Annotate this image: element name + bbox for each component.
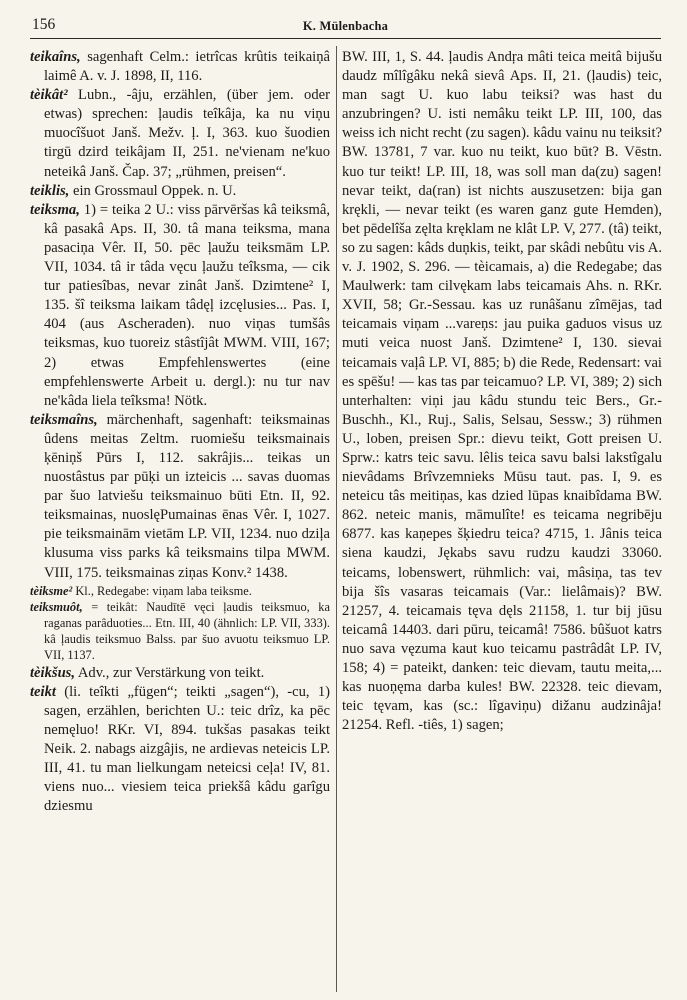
- dictionary-entry: [30, 201, 330, 411]
- dictionary-entry: [30, 86, 330, 181]
- entry-headword: teiklis,: [30, 182, 70, 199]
- column-divider: [336, 46, 337, 992]
- entry-text: Kl., Redegabe: viņam laba teiksme.: [72, 583, 252, 598]
- left-column: [30, 48, 330, 994]
- dictionary-entry: [30, 182, 330, 201]
- entry-text: sagenhaft Celm.: ietrîcas krûtis teikaiņâ laimê A. v. J. 1898, II, 116.: [44, 49, 330, 85]
- entry-text: = teikât: Naudītē vęci ļaudis teiksmuo, ka raganas parâduoties... Etn. III, 40 (ähnlich: LP. VII, 333). kâ ļaudis teiksmuo Balss. par šuo avuotu teiksmuo LP. VII, 1137.: [44, 599, 330, 663]
- entry-text: BW. III, 1, S. 44. ļaudis Andŗa mâti teica meitâ bijušu daudz mîlîgâku nekâ sievâ Aps. II, 21. (ļaudis) teic, man sagt U. kuo labu teiksi? was hast du anzubringen? U. isti nemâku teikt LP. III, 100, das weiss ich nicht recht (zu sagen). kâdu vainu nu teiksit? BW. 13781, 7 var. kuo nu teikt, kuo būt? B. Vēstn. kuo tur teikt! LP. III, 18, was soll man da(zu) sagen! nevar teikt, da(ran) ist nichts auszusetzen: bija gan krękli, — nevar teikt (es waren ganz gute Hemden), bet pēdelîša zęlta kręklam ne klât LP. V, 277. (tâ) teikt, so zu sagen: kâds duņkis, teikt, par skâdi nebûtu vis A. v. J. 1902, S. 296. — tèicamais, a) die Redegabe; das Maulwerk: tam cilvękam labs teicamais Ahs. n. RKr. XVII, 58; Gr.-Sessau. kas uz runâšanu zîmējas, tad teicamais viņam ...vareņs: jau puika gaduos visus uz muti veica nuost Janš. Dzimtene² I, 130. sievai teicamais vaļâ LP. VI, 885; b) die Rede, Redensart: vai es spēšu! — kas tas par teicamuo? LP. VI, 389; 2) sich unterhalten: viņi jau kâdu stundu teic Bers., Gr.-Buschh., Kl., Ruj., Salis, Selsau, Sessw.; 3) rühmen U., loben, preisen Spr.: dievu teikt, Gott preisen U. Sprw.: katrs teic savu. lêlis teica savu balsi lakstîgalu nievâdams Brîvzemnieks Mūsu taut. pas. I, 9. es neteicu tâs meitiņas, kas dzied lūpas knaibîdama BW. 862. neteic manis, māmulîte! es teicama negribēju 6877. kas kaņepes šķiedru teica? 4715, 1. Jânis teica siena kaudzi, Jękabs savu rudzu kaudzi 33060. teicams, lobenswert, rühmlich: vai, mâsiņa, tas tev bija šîs vasaras teicamais (Var.: lielâmais)? BW. 21257, 4. teicamais tęva dęls 21158, 1. tur bij jūsu teicamâ 14403. dari pūru, teicamâ! 7586. bûšuot katrs nuo sava vęzuma kaut kuo teicamu pastrâdât LP. IV, 158; 4) = pateikt, danken: teic dievam, tautu meita,... kas nuoņęma darba kules! BW. 22328. teic dievam, teic tęvam, kas (sc.: lîgaviņu) dižanu audzinâja! 21254. Refl. -tiês, 1) sagen;: [342, 49, 662, 734]
- entry-headword: teikaîns,: [30, 49, 81, 65]
- entry-headword: teiksmaîns,: [30, 411, 98, 428]
- dictionary-entry: [30, 411, 330, 583]
- running-title: K. Mülenbacha: [302, 19, 389, 33]
- entry-text: ein Grossmaul Oppek. n. U.: [69, 182, 237, 199]
- entry-continuation: [342, 48, 662, 735]
- entry-text: märchenhaft, sagenhaft: teiksmainas ûdens meitas Zeltm. ruomiešu teiksmainais ķēniņš Pūrs I, 112. sakrâjis... teikas un nuostâstus par pūķi un izteicis ... savas duomas par šuo latviešu teiksmainuo būti Etn. II, 92. teiksmainas, nuoslęPumainas ēnas Vêr. I, 1027. pie teiksmainām vietām LP. VII, 1234. nuo dziļa klusuma viss parks kâ teiksmains tilpa MWM. VIII, 175. teiksmainas ziņas Konv.² 1438.: [44, 411, 330, 581]
- dictionary-entry: [30, 664, 330, 683]
- entry-text: (li. teîkti „fügen“; teikti „sagen“), -cu, 1) sagen, erzählen, berichten U.: teic drîz, ka pēc nemęluo! RKr. VI, 894. tukšas pasakas teikt Neik. 2. nabags aizgâjis, ne ardievas neteicis LP. III, 41. tu man lielkungam neteicsi ceļa! IV, 81. viens nuo... viesiem teica priekšâ kâdu garîgu dziesmu: [44, 683, 330, 815]
- entry-headword: teikt: [30, 683, 56, 700]
- dictionary-entry: [30, 583, 330, 599]
- dictionary-entry: [30, 683, 330, 817]
- page-number: 156: [32, 16, 56, 33]
- dictionary-entry: [30, 48, 330, 86]
- entry-headword: tèikšus,: [30, 664, 76, 681]
- entry-text: 1) = teika 2 U.: viss pārvēršas kâ teiksmâ, kâ pasakâ Aps. II, 30. tâ mana teiksma, mana pasaciņa Vêr. II, 50. pēc ļaužu teiksmām LP. VII, 1034. tâ ir tâda vęcu ļaužu teîksma, — cik tur patiesîbas, nevar zinât Janš. Dzimtene² I, 135. šî teiksma laikam tâdęļ izcęlusies... Pas. I, 404 (aus Ascheraden). nuo viņas tumšâs teiksmas, kuo tuoreiz stâstîjât MWM. VIII, 167; 2) etwas Empfehlenswertes (eine empfehlenswerte Arbeit u. dergl.): nu tur nav ne'kâda liela teîksma! Nötk.: [44, 201, 330, 409]
- right-column: [342, 48, 662, 994]
- dictionary-entry: [30, 599, 330, 664]
- entry-headword: tèiksme²: [30, 583, 73, 598]
- entry-headword: teiksmuôt,: [30, 599, 83, 614]
- entry-text: Adv., zur Verstärkung von teikt.: [75, 664, 265, 681]
- entry-headword: tèikât²: [30, 87, 68, 104]
- page-header: [30, 14, 661, 39]
- entry-headword: teiksma,: [30, 201, 80, 218]
- entry-text: Lubn., -âju, erzählen, (über jem. oder etwas) sprechen: ļaudis teîkâja, ka nu viņu muocîšuot Janš. Mežv. ļ. I, 363. kuo šuodien tirgū dzird teikâjam II, 251. ne'vienam ne'kuo neteikâ Janš. Čap. 37; „rühmen, preisen“.: [44, 87, 330, 180]
